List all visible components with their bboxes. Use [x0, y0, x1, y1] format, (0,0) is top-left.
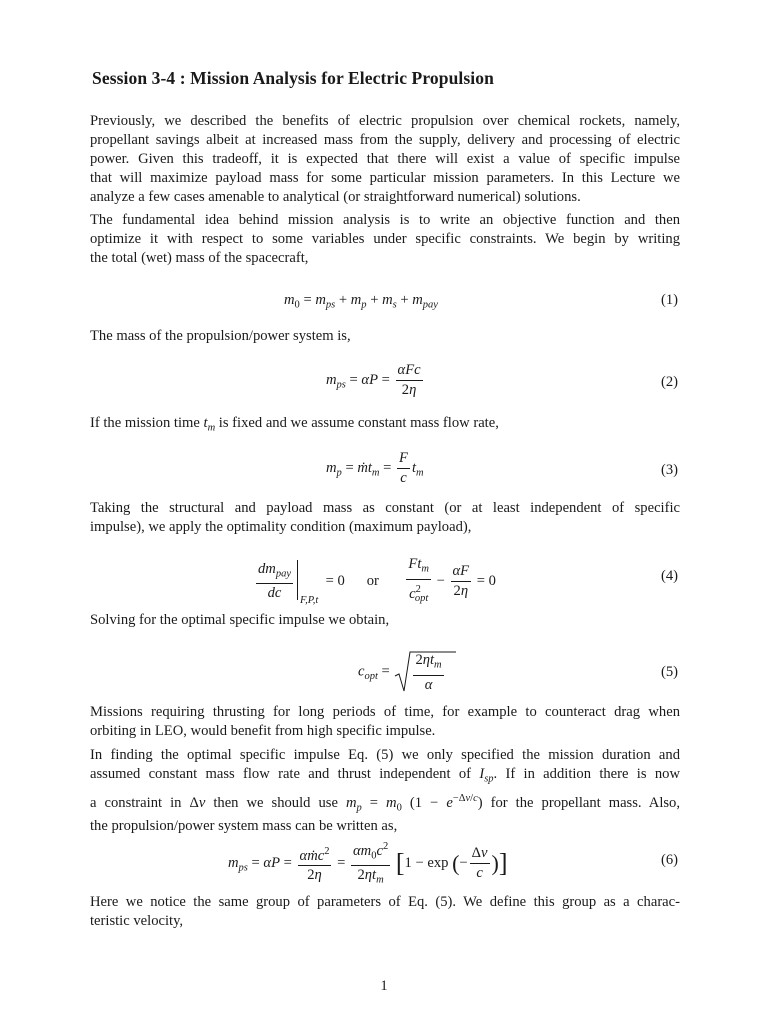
text-line: The mass of the propulsion/power system is, [90, 328, 351, 344]
paragraph-characteristic-velocity [90, 893, 680, 931]
text-line: Previously, we described the benefits of electric propulsion over chemical rockets, namely, [90, 113, 680, 129]
text-line: Here we notice the same group of parameters of Eq. (5). We define this group as a charac- [90, 894, 680, 910]
text-line: optimize it with respect to some variables under specific constraints. We begin by writing [90, 231, 680, 247]
paragraph-intro [90, 112, 680, 207]
text-line: the propulsion/power system mass can be written as, [90, 818, 398, 835]
paragraph-long-missions [90, 703, 680, 741]
equation-number: (4) [660, 568, 678, 584]
equation-1: $m_0 = m_{ps} + m_p + m_s + m_{pay}$ [284, 292, 438, 311]
equation-5: $c_{opt}$ = $2\eta t_m$ α [358, 650, 457, 694]
paragraph-mission-time [90, 414, 680, 438]
equation-number: (5) [660, 664, 678, 680]
text-line: teristic velocity, [90, 913, 184, 929]
text-line: Taking the structural and payload mass as constant (or at least independent of specific [90, 500, 680, 516]
equation-4: $\frac{dm_{pay}}{dc}$ $_{F,P,t}$ = 0 or $\frac{Ft_m}{c^2_{opt}}$ − $\frac{\alpha F}{2\eta}$ = 0 [258, 556, 496, 606]
text-line: a constraint in Δv then we should use $m_p = m_0$ $(1 - e^{-\Delta v/c})$ for the propellant mass. Also, [90, 792, 680, 814]
text-line: Solving for the optimal specific impulse we obtain, [90, 612, 390, 628]
equation-number: (3) [660, 462, 678, 478]
equation-3: $m_p$ = ṁt$_m$ = $\frac{F}{c}$ $t_m$ [326, 450, 424, 486]
paragraph-optimality [90, 499, 680, 537]
page-title: Session 3-4 : Mission Analysis for Electric Propulsion [92, 68, 494, 88]
text-line: the total (wet) mass of the spacecraft, [90, 250, 309, 266]
equation-number: (6) [660, 852, 678, 868]
text-line: that will maximize payload mass for some particular mission parameters. In this Lecture we [90, 170, 680, 186]
text-line: power. Given this tradeoff, it is expected that there will exist a value of specific impulse [90, 151, 680, 167]
text-line: orbiting in LEO, would benefit from high specific impulse. [90, 723, 436, 739]
text-line: The fundamental idea behind mission analysis is to write an objective function and then [90, 212, 680, 228]
text-line: impulse), we apply the optimality condition (maximum payload), [90, 519, 472, 535]
equation-6: $m_{ps} = \alpha P$ = $\frac{\alpha ṁc^2}{2\eta}$ = $\frac{\alpha m_0c^2}{2\eta t_m}$ [1 − exp (− $\frac{\Delta v}{c}$ )] [228, 838, 508, 889]
text-line: assumed constant mass flow rate and thrust independent of $I_{sp}$. If in addition there is now [90, 766, 680, 785]
paragraph-solving [90, 611, 680, 630]
text-line: In finding the optimal specific impulse Eq. (5) we only specified the mission duration and [90, 747, 680, 763]
equation-number: (2) [660, 374, 678, 390]
equation-2: $m_{ps} = \alpha P$ = $\frac{\text{αFc}}{2\eta}$ [326, 362, 421, 398]
text-line: Missions requiring thrusting for long periods of time, for example to counteract drag when [90, 704, 680, 720]
text-line: propellant savings albeit at increased mass from the supply, delivery and processing of electric [90, 132, 680, 148]
equation-number: (1) [660, 292, 678, 308]
paragraph-objective [90, 211, 680, 268]
paragraph-delta-v-constraint [90, 746, 680, 836]
page-number: 1 [380, 978, 388, 994]
paragraph-propulsion-mass [90, 327, 680, 346]
text-line: analyze a few cases amenable to analytical (or straightforward numerical) solutions. [90, 189, 581, 205]
text-line: If the mission time $t_m$ is fixed and we assume constant mass flow rate, [90, 415, 499, 434]
